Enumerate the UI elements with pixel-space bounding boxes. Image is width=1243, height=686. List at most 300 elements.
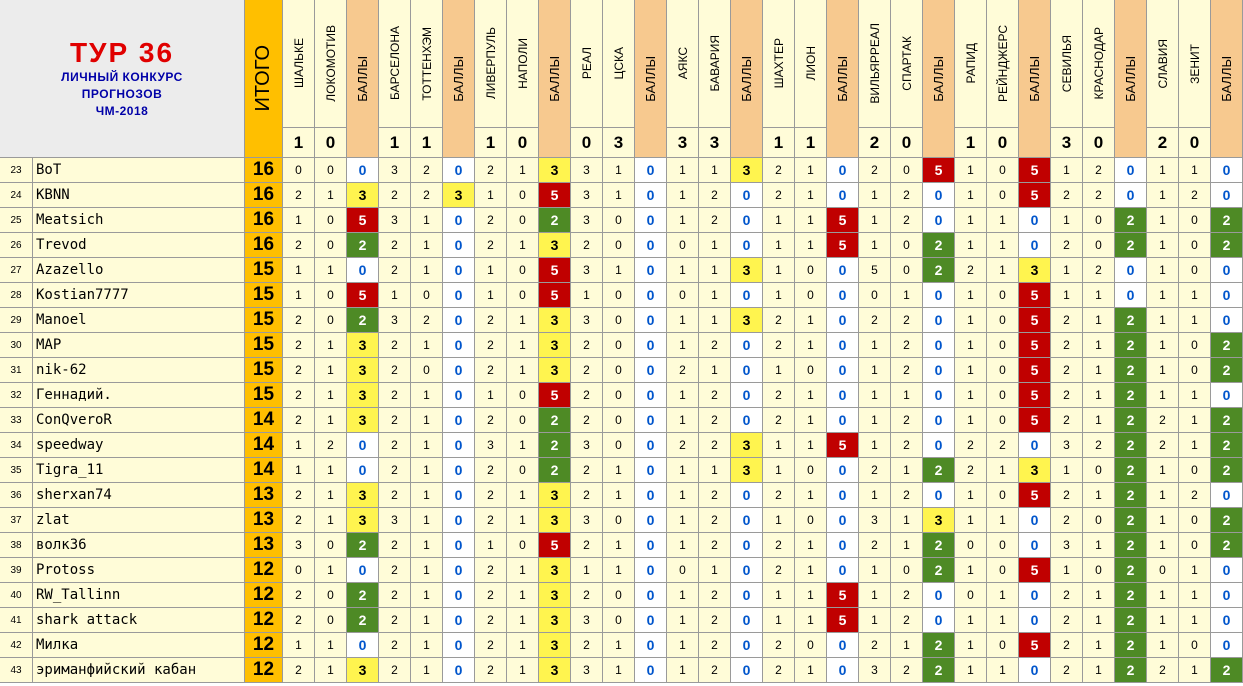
prediction-away: 2 [699, 583, 731, 608]
prediction-home: 1 [859, 583, 891, 608]
prediction-home: 2 [667, 433, 699, 458]
team-header-home [859, 0, 891, 128]
prediction-away: 1 [603, 633, 635, 658]
prediction-home: 2 [475, 358, 507, 383]
prediction-home: 1 [667, 508, 699, 533]
prediction-away: 1 [1083, 408, 1115, 433]
prediction-home: 1 [667, 408, 699, 433]
participant-name: shark attack [33, 608, 245, 633]
prediction-home: 2 [283, 308, 315, 333]
ball-header-label: БАЛЛЫ [451, 55, 466, 102]
prediction-home: 1 [283, 258, 315, 283]
prediction-home: 1 [955, 158, 987, 183]
prediction-home: 0 [667, 233, 699, 258]
points-cell: 0 [1019, 658, 1051, 683]
row-number: 23 [0, 158, 33, 183]
prediction-away: 1 [1083, 308, 1115, 333]
prediction-home: 2 [475, 458, 507, 483]
points-cell: 2 [923, 233, 955, 258]
prediction-away: 1 [699, 258, 731, 283]
prediction-away: 1 [795, 483, 827, 508]
points-cell: 0 [1211, 558, 1243, 583]
prediction-home: 1 [859, 383, 891, 408]
prediction-away: 2 [699, 433, 731, 458]
prediction-away: 1 [315, 458, 347, 483]
prediction-home: 1 [955, 508, 987, 533]
prediction-home: 1 [859, 433, 891, 458]
points-cell: 0 [635, 633, 667, 658]
prediction-away: 2 [891, 408, 923, 433]
prediction-home: 2 [1147, 408, 1179, 433]
prediction-home: 1 [1147, 308, 1179, 333]
prediction-away: 0 [795, 258, 827, 283]
points-cell: 0 [731, 183, 763, 208]
points-cell: 0 [827, 533, 859, 558]
prediction-away: 2 [891, 583, 923, 608]
prediction-home: 2 [475, 483, 507, 508]
row-number: 27 [0, 258, 33, 283]
prediction-home: 1 [955, 658, 987, 683]
prediction-away: 1 [891, 458, 923, 483]
prediction-away: 1 [699, 158, 731, 183]
prediction-home: 0 [955, 583, 987, 608]
prediction-home: 2 [763, 308, 795, 333]
ball-header [635, 0, 667, 158]
prediction-home: 2 [1051, 483, 1083, 508]
prediction-away: 1 [315, 508, 347, 533]
points-cell: 2 [1115, 233, 1147, 258]
prediction-away: 0 [603, 308, 635, 333]
match-score-away: 1 [795, 128, 827, 158]
participant-name: BoT [33, 158, 245, 183]
prediction-home: 2 [475, 333, 507, 358]
points-cell: 3 [539, 608, 571, 633]
prediction-home: 2 [955, 258, 987, 283]
prediction-home: 2 [379, 608, 411, 633]
prediction-away: 1 [315, 183, 347, 208]
points-cell: 5 [1019, 158, 1051, 183]
prediction-home: 2 [1051, 333, 1083, 358]
ball-header [1019, 0, 1051, 158]
prediction-away: 0 [987, 408, 1019, 433]
prediction-away: 2 [1179, 483, 1211, 508]
prediction-away: 0 [987, 333, 1019, 358]
prediction-home: 1 [763, 208, 795, 233]
prediction-away: 0 [315, 608, 347, 633]
prediction-away: 1 [603, 158, 635, 183]
points-cell: 0 [731, 658, 763, 683]
prediction-home: 1 [1147, 508, 1179, 533]
match-score-away: 0 [507, 128, 539, 158]
points-cell: 2 [1115, 558, 1147, 583]
points-cell: 3 [539, 508, 571, 533]
prediction-home: 2 [379, 333, 411, 358]
prediction-away: 1 [507, 508, 539, 533]
prediction-away: 1 [411, 533, 443, 558]
points-cell: 5 [1019, 358, 1051, 383]
prediction-away: 2 [891, 308, 923, 333]
prediction-home: 1 [283, 458, 315, 483]
prediction-away: 2 [891, 608, 923, 633]
team-name-away: РЕЙНДЖЕРС [995, 24, 1010, 103]
prediction-away: 0 [891, 558, 923, 583]
prediction-away: 2 [891, 483, 923, 508]
points-cell: 2 [1211, 658, 1243, 683]
points-cell: 0 [635, 158, 667, 183]
participant-total: 12 [245, 633, 283, 658]
prediction-home: 2 [1147, 658, 1179, 683]
prediction-away: 2 [891, 433, 923, 458]
prediction-away: 2 [699, 408, 731, 433]
points-cell: 2 [539, 408, 571, 433]
team-name-away: БАВАРИЯ [707, 35, 722, 92]
prediction-away: 1 [507, 158, 539, 183]
prediction-away: 0 [411, 358, 443, 383]
prediction-away: 0 [315, 283, 347, 308]
match-score-home: 1 [283, 128, 315, 158]
points-cell: 0 [443, 308, 475, 333]
prediction-away: 1 [411, 658, 443, 683]
points-cell: 3 [539, 558, 571, 583]
points-cell: 2 [1115, 358, 1147, 383]
prediction-home: 1 [1051, 558, 1083, 583]
prediction-home: 1 [667, 383, 699, 408]
match-score-home: 1 [475, 128, 507, 158]
prediction-home: 0 [859, 283, 891, 308]
participant-total: 14 [245, 433, 283, 458]
points-cell: 0 [443, 233, 475, 258]
participant-total: 15 [245, 358, 283, 383]
match-score-away: 0 [987, 128, 1019, 158]
points-cell: 0 [827, 508, 859, 533]
participant-total: 13 [245, 508, 283, 533]
prediction-home: 2 [283, 333, 315, 358]
points-cell: 0 [1019, 508, 1051, 533]
prediction-away: 1 [987, 458, 1019, 483]
row-number: 37 [0, 508, 33, 533]
prediction-home: 1 [955, 358, 987, 383]
prediction-home: 2 [763, 483, 795, 508]
prediction-away: 1 [795, 608, 827, 633]
points-cell: 0 [347, 158, 379, 183]
points-cell: 0 [347, 433, 379, 458]
ball-header-label: БАЛЛЫ [1027, 55, 1042, 102]
prediction-away: 0 [1179, 508, 1211, 533]
points-cell: 0 [443, 483, 475, 508]
participant-name: sherxan74 [33, 483, 245, 508]
points-cell: 0 [827, 308, 859, 333]
prediction-away: 2 [699, 383, 731, 408]
points-cell: 0 [923, 433, 955, 458]
points-cell: 3 [731, 308, 763, 333]
participant-total: 15 [245, 383, 283, 408]
points-cell: 0 [635, 333, 667, 358]
points-cell: 3 [539, 158, 571, 183]
points-cell: 0 [443, 433, 475, 458]
points-cell: 5 [539, 383, 571, 408]
prediction-home: 1 [763, 433, 795, 458]
prediction-away: 1 [1179, 583, 1211, 608]
prediction-away: 2 [411, 183, 443, 208]
points-cell: 0 [731, 283, 763, 308]
prediction-away: 0 [603, 383, 635, 408]
prediction-away: 2 [411, 158, 443, 183]
points-cell: 0 [635, 658, 667, 683]
prediction-home: 1 [571, 283, 603, 308]
prediction-home: 1 [475, 258, 507, 283]
points-cell: 0 [1019, 533, 1051, 558]
prediction-away: 1 [603, 483, 635, 508]
prediction-home: 3 [571, 308, 603, 333]
points-cell: 5 [539, 533, 571, 558]
points-cell: 0 [1211, 483, 1243, 508]
team-header-home [1051, 0, 1083, 128]
team-name-home: ШАЛЬКЕ [291, 38, 306, 89]
prediction-home: 1 [667, 608, 699, 633]
points-cell: 0 [635, 558, 667, 583]
points-cell: 0 [1211, 158, 1243, 183]
prediction-away: 1 [315, 383, 347, 408]
points-cell: 5 [1019, 558, 1051, 583]
points-cell: 0 [443, 558, 475, 583]
prediction-away: 1 [1179, 158, 1211, 183]
prediction-home: 2 [571, 533, 603, 558]
points-cell: 0 [443, 658, 475, 683]
match-score-away: 3 [603, 128, 635, 158]
prediction-home: 3 [1051, 433, 1083, 458]
participant-total: 16 [245, 158, 283, 183]
prediction-home: 1 [667, 458, 699, 483]
prediction-away: 2 [1179, 183, 1211, 208]
ball-header-label: БАЛЛЫ [835, 55, 850, 102]
points-cell: 0 [731, 383, 763, 408]
prediction-home: 2 [571, 383, 603, 408]
prediction-away: 0 [1083, 508, 1115, 533]
team-name-home: АЯКС [675, 47, 690, 80]
team-name-home: ЛИВЕРПУЛЬ [483, 27, 498, 100]
team-name-away: ТОТТЕНХЭМ [419, 26, 434, 101]
prediction-away: 1 [1083, 658, 1115, 683]
prediction-home: 3 [571, 508, 603, 533]
prediction-home: 1 [763, 283, 795, 308]
prediction-away: 0 [987, 308, 1019, 333]
prediction-away: 0 [507, 283, 539, 308]
prediction-home: 2 [571, 633, 603, 658]
points-cell: 2 [347, 308, 379, 333]
participant-total: 13 [245, 533, 283, 558]
team-name-home: БАРСЕЛОНА [387, 26, 402, 101]
prediction-away: 2 [1083, 158, 1115, 183]
prediction-home: 0 [667, 283, 699, 308]
prediction-home: 2 [667, 358, 699, 383]
prediction-away: 0 [1083, 458, 1115, 483]
prediction-away: 2 [891, 333, 923, 358]
match-score-home: 3 [1051, 128, 1083, 158]
prediction-away: 1 [315, 408, 347, 433]
row-number: 40 [0, 583, 33, 608]
match-score-home: 1 [379, 128, 411, 158]
prediction-away: 1 [1179, 408, 1211, 433]
subtitle-line-3: ЧМ-2018 [95, 104, 149, 118]
points-cell: 0 [443, 283, 475, 308]
prediction-home: 2 [859, 633, 891, 658]
prediction-away: 0 [795, 283, 827, 308]
prediction-home: 3 [859, 658, 891, 683]
prediction-away: 2 [699, 533, 731, 558]
prediction-away: 1 [411, 408, 443, 433]
prediction-home: 2 [859, 533, 891, 558]
prediction-home: 2 [475, 233, 507, 258]
prediction-home: 2 [475, 408, 507, 433]
prediction-away: 1 [699, 283, 731, 308]
prediction-home: 2 [763, 658, 795, 683]
prediction-home: 1 [763, 233, 795, 258]
prediction-away: 1 [1083, 533, 1115, 558]
prediction-away: 1 [411, 208, 443, 233]
prediction-away: 1 [987, 233, 1019, 258]
points-cell: 3 [731, 433, 763, 458]
points-cell: 0 [347, 458, 379, 483]
prediction-home: 2 [1051, 583, 1083, 608]
prediction-away: 0 [507, 183, 539, 208]
prediction-away: 2 [699, 333, 731, 358]
participant-name: zlat [33, 508, 245, 533]
prediction-home: 1 [859, 483, 891, 508]
prediction-away: 1 [411, 483, 443, 508]
ball-header [539, 0, 571, 158]
team-name-away: ЛИОН [803, 46, 818, 81]
ball-header [443, 0, 475, 158]
prediction-away: 0 [1179, 633, 1211, 658]
prediction-away: 1 [507, 358, 539, 383]
prediction-home: 2 [763, 408, 795, 433]
points-cell: 3 [347, 183, 379, 208]
prediction-home: 1 [955, 608, 987, 633]
prediction-away: 1 [507, 658, 539, 683]
prediction-away: 1 [795, 208, 827, 233]
prediction-home: 1 [667, 333, 699, 358]
match-score-away: 0 [1179, 128, 1211, 158]
prediction-away: 0 [987, 558, 1019, 583]
points-cell: 0 [731, 333, 763, 358]
points-cell: 0 [827, 333, 859, 358]
prediction-home: 1 [1147, 333, 1179, 358]
points-cell: 2 [1211, 358, 1243, 383]
points-cell: 0 [827, 658, 859, 683]
participant-total: 14 [245, 458, 283, 483]
points-cell: 2 [1211, 533, 1243, 558]
prediction-away: 2 [891, 208, 923, 233]
prediction-away: 0 [1083, 208, 1115, 233]
prediction-home: 1 [1147, 283, 1179, 308]
participant-name: Trevod [33, 233, 245, 258]
points-cell: 0 [443, 408, 475, 433]
team-header-home [283, 0, 315, 128]
prediction-away: 1 [699, 358, 731, 383]
prediction-home: 1 [763, 458, 795, 483]
prediction-home: 2 [475, 208, 507, 233]
prediction-away: 1 [507, 583, 539, 608]
team-name-away: ЦСКА [611, 47, 626, 80]
points-cell: 0 [731, 533, 763, 558]
prediction-home: 2 [475, 158, 507, 183]
prediction-away: 1 [507, 483, 539, 508]
row-number: 29 [0, 308, 33, 333]
prediction-home: 2 [1051, 383, 1083, 408]
prediction-home: 2 [859, 458, 891, 483]
prediction-home: 1 [763, 583, 795, 608]
points-cell: 0 [1019, 208, 1051, 233]
prediction-home: 2 [283, 658, 315, 683]
prediction-home: 1 [955, 183, 987, 208]
prediction-home: 2 [283, 383, 315, 408]
prediction-home: 1 [859, 608, 891, 633]
prediction-away: 0 [603, 358, 635, 383]
prediction-away: 1 [1083, 283, 1115, 308]
prediction-home: 1 [955, 558, 987, 583]
team-name-away: СПАРТАК [899, 36, 914, 91]
prediction-away: 1 [795, 183, 827, 208]
match-score-home: 0 [571, 128, 603, 158]
prediction-away: 1 [987, 608, 1019, 633]
itogo-header-label: ИТОГО [252, 45, 274, 112]
points-cell: 2 [1115, 508, 1147, 533]
prediction-home: 2 [571, 333, 603, 358]
points-cell: 5 [923, 158, 955, 183]
participant-name: Kostian7777 [33, 283, 245, 308]
prediction-home: 1 [571, 558, 603, 583]
points-cell: 0 [443, 208, 475, 233]
prediction-home: 1 [763, 508, 795, 533]
prediction-away: 2 [699, 208, 731, 233]
points-cell: 0 [635, 433, 667, 458]
prediction-home: 2 [763, 333, 795, 358]
prediction-home: 3 [379, 508, 411, 533]
prediction-away: 0 [795, 358, 827, 383]
prediction-home: 2 [379, 483, 411, 508]
prediction-away: 0 [507, 383, 539, 408]
prediction-home: 1 [667, 308, 699, 333]
row-number: 42 [0, 633, 33, 658]
prediction-home: 0 [667, 558, 699, 583]
prediction-away: 0 [315, 583, 347, 608]
points-cell: 2 [539, 433, 571, 458]
prediction-away: 0 [987, 358, 1019, 383]
points-cell: 2 [1211, 433, 1243, 458]
points-cell: 5 [1019, 283, 1051, 308]
points-cell: 2 [1115, 433, 1147, 458]
points-cell: 5 [1019, 308, 1051, 333]
points-cell: 2 [923, 658, 955, 683]
points-cell: 0 [1211, 633, 1243, 658]
subtitle-line-1: ЛИЧНЫЙ КОНКУРС [61, 70, 183, 84]
points-cell: 0 [443, 583, 475, 608]
points-cell: 2 [923, 458, 955, 483]
points-cell: 0 [827, 383, 859, 408]
points-cell: 0 [923, 283, 955, 308]
prediction-home: 2 [763, 158, 795, 183]
prediction-away: 2 [891, 658, 923, 683]
row-number: 39 [0, 558, 33, 583]
team-name-home: ВИЛЬЯРРЕАЛ [867, 23, 882, 104]
row-number: 24 [0, 183, 33, 208]
points-cell: 0 [1211, 283, 1243, 308]
prediction-home: 1 [955, 208, 987, 233]
points-cell: 0 [443, 333, 475, 358]
points-cell: 5 [539, 183, 571, 208]
points-cell: 0 [731, 483, 763, 508]
prediction-home: 1 [1147, 233, 1179, 258]
